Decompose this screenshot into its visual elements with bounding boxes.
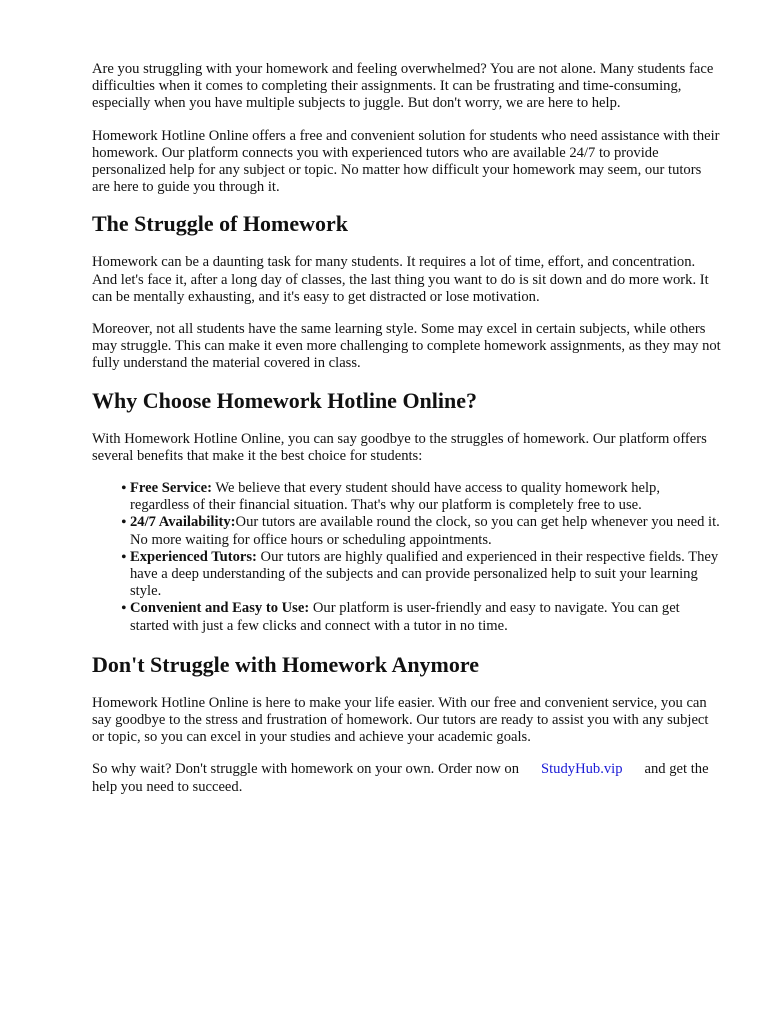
intro-paragraph-2: Homework Hotline Online offers a free and convenient solution for students who need assistance with their homework. Our platform connects you with experienced tutors who are available 24/7 to provide personalized help for any subject or topic. No matter how difficult your homework may seem, our tutors are here to guide you through it. [92, 127, 720, 196]
dont-struggle-paragraph-1: Homework Hotline Online is here to make your life easier. With our free and convenient service, you can say goodbye to the stress and frustration of homework. Our tutors are ready to assist you with any subject or topic, so you can excel in your studies and achieve your academic goals. [92, 694, 709, 746]
benefit-item-availability [130, 514, 722, 548]
document-body [92, 61, 722, 796]
section-heading-why-choose: Why Choose Homework Hotline Online? [92, 387, 478, 413]
benefit-text: Our tutors are available round the clock, so you can get help whenever you need it. No more waiting for office hours or scheduling appointments. [130, 514, 720, 548]
benefit-title: Experienced Tutors: [130, 548, 257, 565]
section-heading-dont-struggle: Don't Struggle with Homework Anymore [92, 651, 480, 677]
intro-paragraph-1: Are you struggling with your homework and feeling overwhelmed? You are not alone. Many students face difficulties when it comes to completing their assignments. It can be frustrating and time-consuming, especially when you have multiple subjects to juggle. But don't worry, we are here to help. [92, 61, 714, 112]
benefit-text: Our platform is user-friendly and easy to navigate. You can get started with just a few clicks and connect with a tutor in no time. [130, 600, 680, 634]
order-text-before: So why wait? Don't struggle with homework on your own. Order now on [92, 761, 520, 778]
why-choose-paragraph: With Homework Hotline Online, you can say goodbye to the struggles of homework. Our platform offers several benefits that make it the best choice for students: [92, 430, 707, 464]
struggle-paragraph-1: Homework can be a daunting task for many students. It requires a lot of time, effort, and concentration. And let's face it, after a long day of classes, the last thing you want to do is sit down and do more work. It can be mentally exhausting, and it's easy to get distracted or lose motivation. [92, 254, 709, 305]
benefit-item-experienced-tutors [130, 549, 722, 601]
benefit-text: We believe that every student should have access to quality homework help, regardless of their financial situation. That's why our platform is completely free to use. [130, 480, 660, 514]
benefit-title: Free Service: [130, 480, 212, 497]
benefit-item-convenient [130, 600, 722, 634]
benefit-title: Convenient and Easy to Use: [130, 600, 310, 617]
order-paragraph [92, 761, 722, 795]
benefit-text: Our tutors are highly qualified and experienced in their respective fields. They have a deep understanding of the subjects and can provide personalized help to suit your learning style. [130, 548, 719, 600]
section-heading-struggle: The Struggle of Homework [92, 211, 349, 237]
benefit-item-free-service [130, 480, 722, 514]
studyhub-link[interactable]: StudyHub.vip [541, 761, 623, 778]
benefit-title: 24/7 Availability: [130, 514, 236, 531]
benefits-list [92, 480, 722, 635]
struggle-paragraph-2: Moreover, not all students have the same learning style. Some may excel in certain subjects, while others may struggle. This can make it even more challenging to complete homework assignments, as they may not fully understand the material covered in class. [92, 321, 721, 372]
order-text-after: and get the help you need to succeed. [92, 761, 709, 795]
